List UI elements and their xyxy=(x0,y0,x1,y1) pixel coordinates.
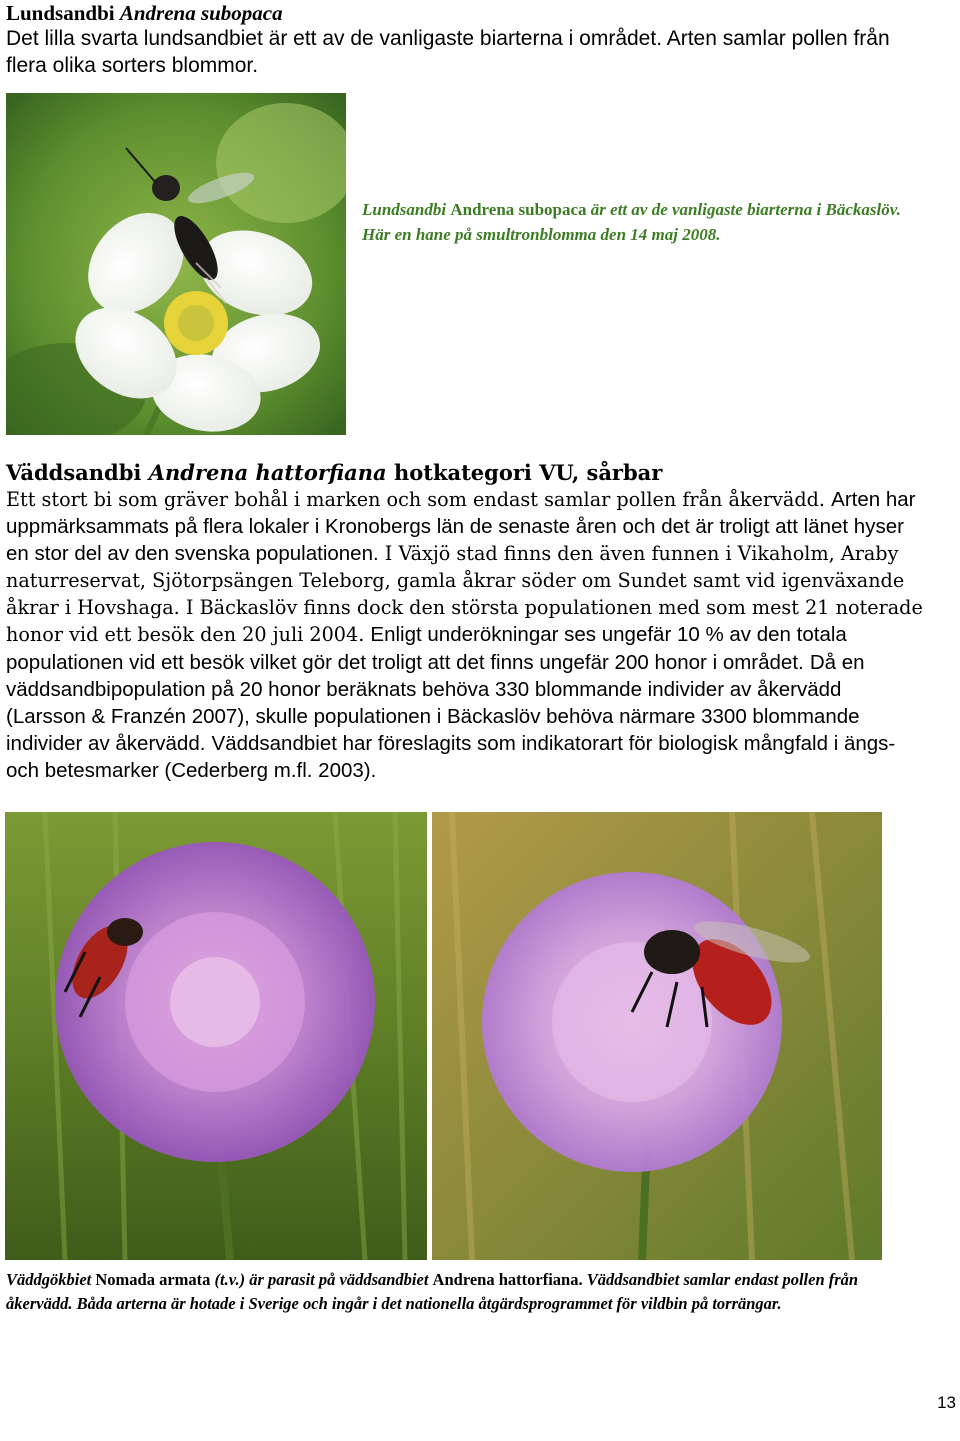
section-body-lundsandbi: Det lilla svarta lundsandbiet är ett av de vanligaste biarterna i området. Arten samlar pollen från flera olika sorters blommor. xyxy=(6,27,890,77)
photo-bee-on-strawberry-flower xyxy=(6,93,346,435)
scabious-flower-left xyxy=(55,842,375,1162)
section-body-vaddsandbi: Ett stort bi som gräver bohål i marken och som endast samlar pollen från åkervädd. Arten har uppmärksammats på flera lokaler i Kronobergs län de senaste åren och det är troligt att länet hyser en stor del av den svenska populationen. I Växjö stad finns den även funnen i Vikaholm, Araby naturreservat, Sjötorpsängen Teleborg, gamla åkrar söder om Sundet samt vid igenväxande åkrar i Hovshaga. I Bäckaslöv finns dock den största populationen med som mest 21 noterade honor vid ett besök den 20 juli 2004. Enligt underökningar ses ungefär 10 % av den totala populationen vid ett besök vilket gör det troligt att det finns ungefär 200 honor i området. Då en väddsandbipopulation på 20 honor beräknats behöva 330 blommande individer av åkervädd (Larsson & Franzén 2007), skulle populationen i Bäckaslöv behöva närmare 3300 blommande individer av åkervädd. Väddsandbiet har föreslagits som indikatorart för biologisk mångfald i ängs- och betesmarker (Cederberg m.fl. 2003). xyxy=(6,488,923,782)
title-latin-name: Andrena subopaca xyxy=(119,1,283,25)
page-number: 13 xyxy=(937,1393,956,1412)
photo-caption-vaddgokbi: Väddgökbiet Nomada armata (t.v.) är parasit på väddsandbiet Andrena hattorfiana. Väddsandbiet samlar endast pollen från åkervädd. Båda arterna är hotade i Sverige och ingår i det nationella åtgärdsprogrammet för vildbin på torrängar. xyxy=(6,1270,859,1313)
photo1-caption: Lundsandbi Andrena subopaca är ett av de vanligaste biarterna i Bäckaslöv. Här en hane på smultronblomma den 14 maj 2008. xyxy=(362,200,901,244)
section-title-lundsandbi xyxy=(6,0,283,26)
photo-nomada-armata-on-scabious xyxy=(5,812,427,1260)
photo-andrena-hattorfiana-on-scabious xyxy=(432,812,882,1260)
title-common-name: Lundsandbi xyxy=(6,1,115,25)
section-title-vaddsandbi: Väddsandbi Andrena hattorfiana hotkategori VU, sårbar xyxy=(6,460,663,485)
